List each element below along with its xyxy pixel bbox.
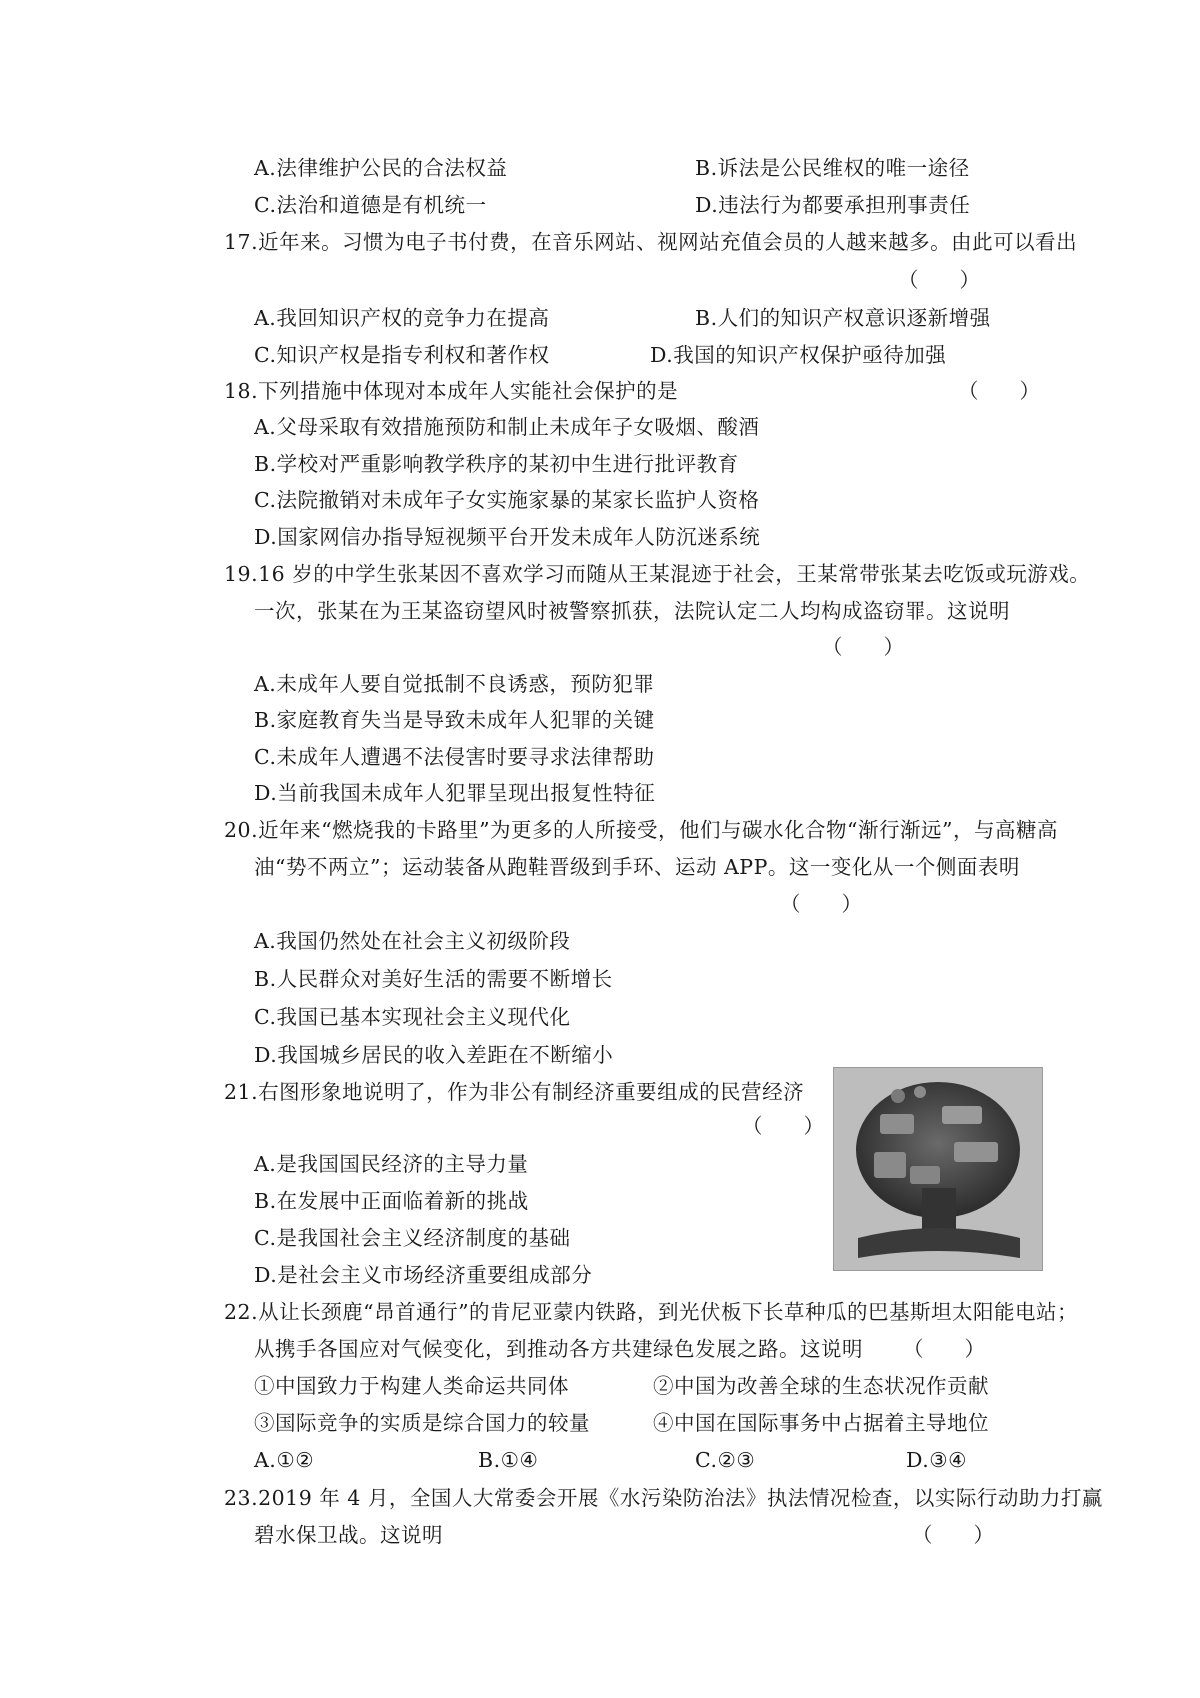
q21-answer-blank: （ ） bbox=[742, 1114, 824, 1138]
tree-label-block bbox=[942, 1106, 982, 1124]
q16-option-c: C.法治和道德是有机统一 bbox=[254, 193, 487, 217]
tree-label-block bbox=[910, 1166, 940, 1184]
q23-stem-line-1: 23.2019 年 4 月，全国人大常委会开展《水污染防治法》执法情况检查，以实际行动助力打赢 bbox=[224, 1486, 1103, 1510]
q19-option-a: A.未成年人要自觉抵制不良诱惑，预防犯罪 bbox=[254, 672, 655, 696]
q23-stem-line-2: 碧水保卫战。这说明 bbox=[254, 1523, 443, 1547]
q18-stem: 18.下列措施中体现对本成年人实能社会保护的是 bbox=[224, 379, 679, 403]
q20-option-c: C.我国已基本实现社会主义现代化 bbox=[254, 1005, 571, 1029]
q22-option-b: B.①④ bbox=[478, 1448, 539, 1472]
q16-option-b: B.诉法是公民维权的唯一途径 bbox=[695, 156, 970, 180]
q17-option-c: C.知识产权是指专利权和著作权 bbox=[254, 343, 550, 367]
q19-stem-line-2: 一次，张某在为王某盗窃望风时被警察抓获，法院认定二人均构成盗窃罪。这说明 bbox=[254, 599, 1010, 623]
q23-answer-blank: （ ） bbox=[912, 1523, 994, 1547]
tree-decoration-dot bbox=[914, 1086, 926, 1098]
q19-option-d: D.当前我国未成年人犯罪呈现出报复性特征 bbox=[254, 781, 656, 805]
q20-stem-line-2: 油“势不两立”；运动装备从跑鞋晋级到手环、运动 APP。这一变化从一个侧面表明 bbox=[254, 855, 1020, 879]
q18-option-b: B.学校对严重影响教学秩序的某初中生进行批评教育 bbox=[254, 452, 739, 476]
tree-decoration-dot bbox=[891, 1089, 905, 1103]
q21-figure-photo bbox=[833, 1067, 1043, 1271]
q22-option-a: A.①② bbox=[254, 1448, 315, 1472]
q17-option-b: B.人们的知识产权意识逐新增强 bbox=[695, 306, 991, 330]
q21-option-b: B.在发展中正面临着新的挑战 bbox=[254, 1189, 529, 1213]
q21-option-d: D.是社会主义市场经济重要组成部分 bbox=[254, 1263, 593, 1287]
tree-label-block bbox=[954, 1142, 998, 1162]
q22-stem-line-1: 22.从让长颈鹿“昂首通行”的肯尼亚蒙内铁路，到光伏板下长草种瓜的巴基斯坦太阳能电站； bbox=[224, 1300, 1079, 1324]
q16-option-a: A.法律维护公民的合法权益 bbox=[254, 156, 508, 180]
q22-option-d: D.③④ bbox=[906, 1448, 967, 1472]
tree-label-block bbox=[880, 1114, 914, 1134]
q20-answer-blank: （ ） bbox=[780, 892, 862, 916]
q17-option-a: A.我回知识产权的竞争力在提高 bbox=[254, 306, 550, 330]
q21-option-c: C.是我国社会主义经济制度的基础 bbox=[254, 1226, 571, 1250]
q19-stem-line-1: 19.16 岁的中学生张某因不喜欢学习而随从王某混迹于社会，王某常带张某去吃饭或玩游戏。 bbox=[224, 562, 1091, 586]
q21-stem: 21.右图形象地说明了，作为非公有制经济重要组成的民营经济 bbox=[224, 1080, 805, 1104]
q22-statement-3: ③国际竞争的实质是综合国力的较量 bbox=[254, 1411, 590, 1435]
q20-option-d: D.我国城乡居民的收入差距在不断缩小 bbox=[254, 1043, 614, 1067]
tree-illustration bbox=[834, 1068, 1042, 1270]
q18-option-c: C.法院撤销对未成年子女实施家暴的某家长监护人资格 bbox=[254, 488, 760, 512]
q22-statement-4: ④中国在国际事务中占据着主导地位 bbox=[653, 1411, 989, 1435]
tree-label-block bbox=[874, 1152, 906, 1178]
q20-option-a: A.我国仍然处在社会主义初级阶段 bbox=[254, 929, 571, 953]
q22-stem-line-2: 从携手各国应对气候变化，到推动各方共建绿色发展之路。这说明 bbox=[254, 1337, 863, 1361]
q22-answer-blank: （ ） bbox=[903, 1337, 985, 1361]
q16-option-d: D.违法行为都要承担刑事责任 bbox=[695, 193, 971, 217]
q19-option-b: B.家庭教育失当是导致未成年人犯罪的关键 bbox=[254, 708, 655, 732]
q18-option-a: A.父母采取有效措施预防和制止未成年子女吸烟、酸酒 bbox=[254, 415, 760, 439]
q22-statement-1: ①中国致力于构建人类命运共同体 bbox=[254, 1374, 569, 1398]
q17-option-d: D.我国的知识产权保护亟待加强 bbox=[650, 343, 947, 367]
q21-option-a: A.是我国国民经济的主导力量 bbox=[254, 1152, 529, 1176]
q18-option-d: D.国家网信办指导短视频平台开发未成年人防沉迷系统 bbox=[254, 525, 761, 549]
q18-answer-blank: （ ） bbox=[958, 379, 1040, 403]
q22-statement-2: ②中国为改善全球的生态状况作贡献 bbox=[653, 1374, 989, 1398]
q20-option-b: B.人民群众对美好生活的需要不断增长 bbox=[254, 967, 613, 991]
q19-answer-blank: （ ） bbox=[822, 635, 904, 659]
q20-stem-line-1: 20.近年来“燃烧我的卡路里”为更多的人所接受，他们与碳水化合物“渐行渐远”，与高糖高 bbox=[224, 818, 1059, 842]
q17-answer-blank: （ ） bbox=[898, 268, 980, 292]
q22-option-c: C.②③ bbox=[695, 1448, 756, 1472]
q19-option-c: C.未成年人遭遇不法侵害时要寻求法律帮助 bbox=[254, 745, 655, 769]
q17-stem: 17.近年来。习惯为电子书付费，在音乐网站、视网站充值会员的人越来越多。由此可以看出 bbox=[224, 230, 1078, 254]
